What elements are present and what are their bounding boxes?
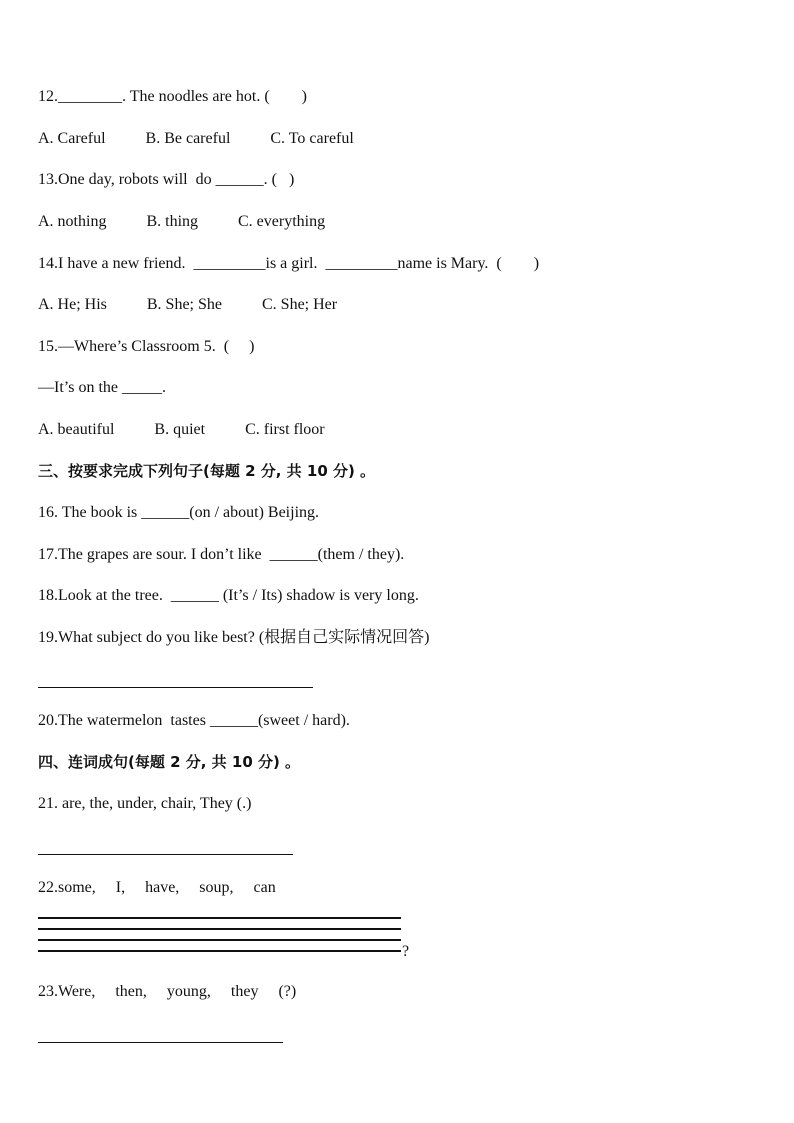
question-21: 21. are, the, under, chair, They (.) <box>38 795 252 812</box>
question-20: 20.The watermelon tastes ______(sweet / hard). <box>38 712 350 729</box>
section-3-heading: 三、按要求完成下列句子(每题 2 分, 共 10 分) 。 <box>38 462 376 480</box>
question-22-answer-line-3[interactable] <box>38 939 401 941</box>
question-14-stem: 14.I have a new friend. _________is a girl. _________name is Mary. ( ) <box>38 255 540 272</box>
question-19: 19.What subject do you like best? (根据自己实际情况回答) <box>38 629 430 646</box>
question-16: 16. The book is ______(on / about) Beijing. <box>38 504 320 521</box>
question-14-options: A. He; His B. She; She C. She; Her <box>38 296 338 313</box>
question-21-answer-line[interactable] <box>38 854 293 855</box>
question-19-answer-line[interactable] <box>38 687 313 688</box>
question-13-options: A. nothing B. thing C. everything <box>38 213 326 230</box>
question-12-options: A. Careful B. Be careful C. To careful <box>38 130 354 147</box>
question-17: 17.The grapes are sour. I don’t like ______(them / they). <box>38 546 405 563</box>
question-22-answer-line-1[interactable] <box>38 917 401 919</box>
question-13-stem: 13.One day, robots will do ______. ( ) <box>38 171 295 188</box>
question-22: 22.some, I, have, soup, can <box>38 879 276 896</box>
question-15-stem: 15.—Where’s Classroom 5. ( ) <box>38 338 255 355</box>
question-15-options: A. beautiful B. quiet C. first floor <box>38 421 325 438</box>
section-4-heading: 四、连词成句(每题 2 分, 共 10 分) 。 <box>38 753 301 771</box>
question-12-stem: 12.________. The noodles are hot. ( ) <box>38 88 307 105</box>
question-22-end-mark: ? <box>402 943 410 960</box>
question-22-answer-line-2[interactable] <box>38 928 401 930</box>
question-15-answer-line: —It’s on the _____. <box>38 379 166 396</box>
question-22-answer-line-4[interactable] <box>38 950 401 952</box>
question-23-answer-line[interactable] <box>38 1042 283 1043</box>
question-18: 18.Look at the tree. ______ (It’s / Its) shadow is very long. <box>38 587 419 604</box>
question-23: 23.Were, then, young, they (?) <box>38 983 297 1000</box>
